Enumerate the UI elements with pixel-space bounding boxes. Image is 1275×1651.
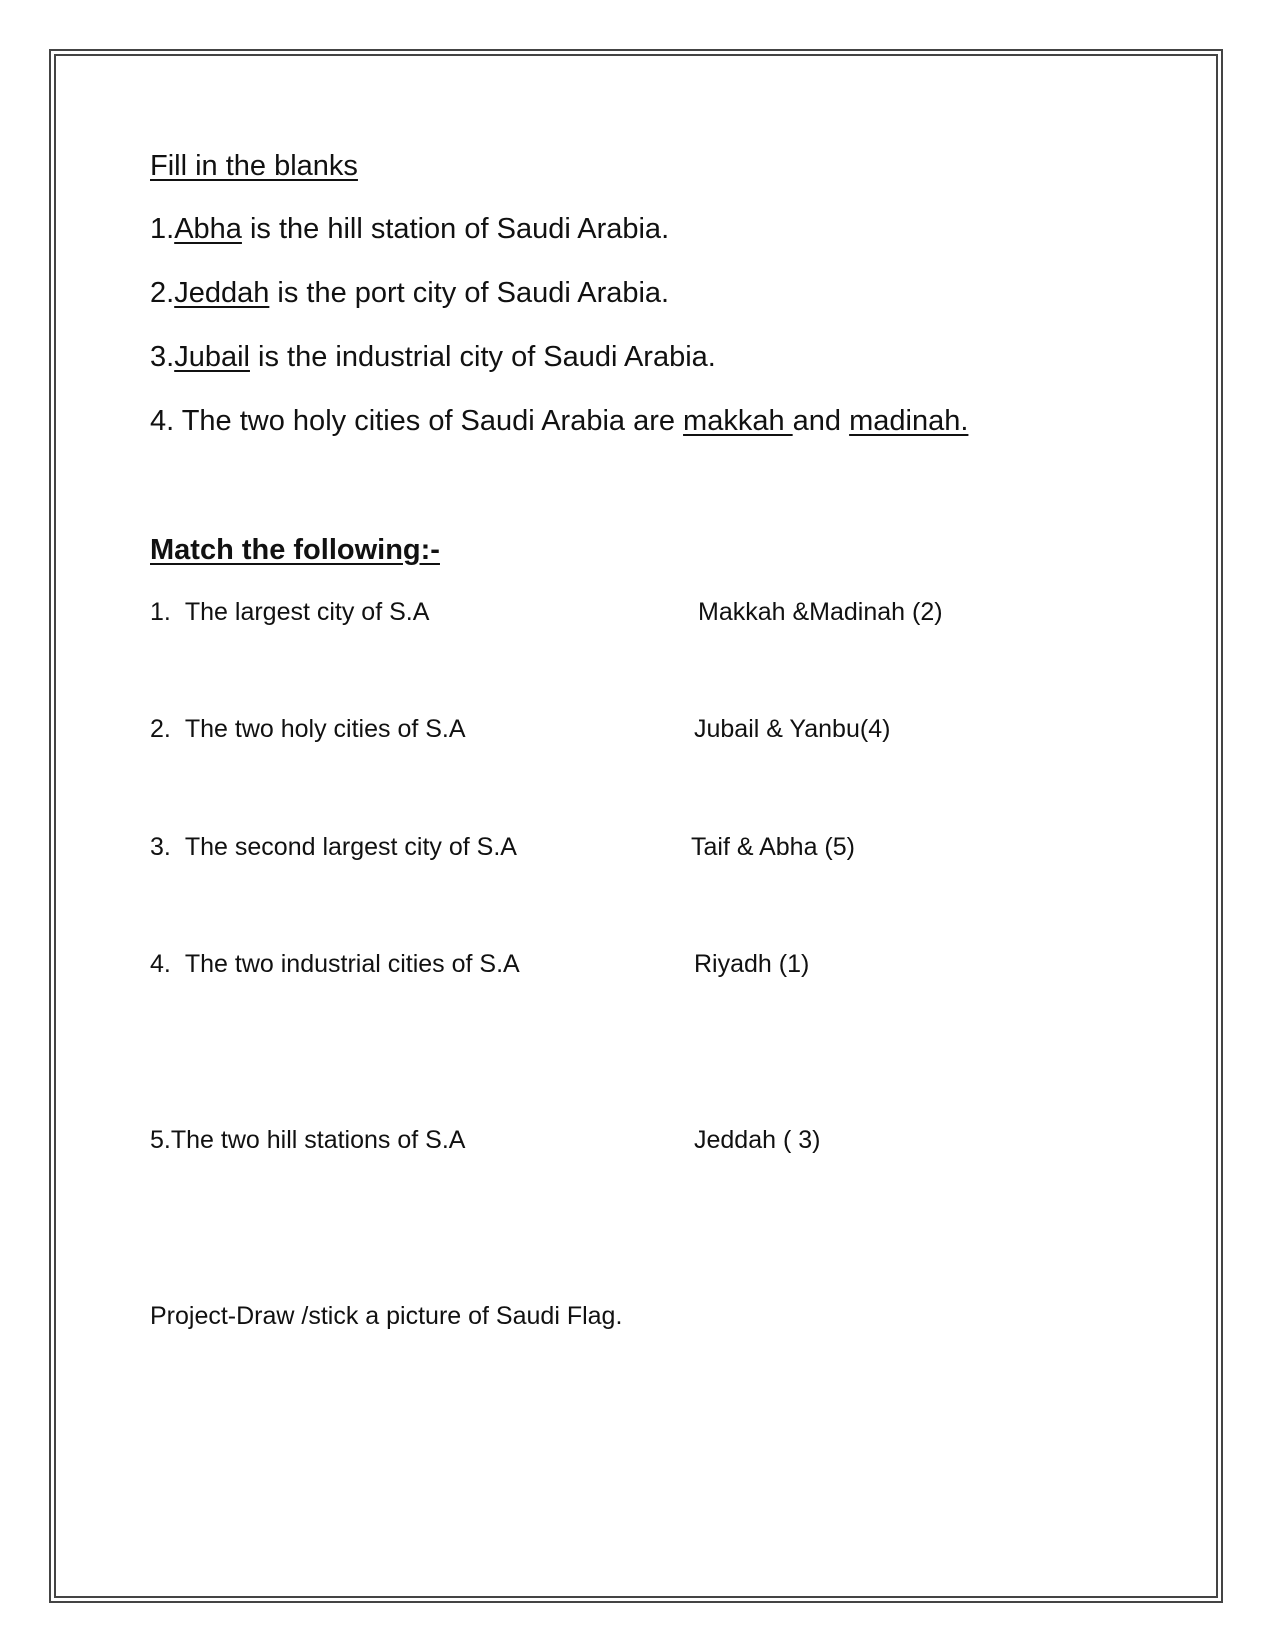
item-number: 2. — [150, 277, 175, 309]
match-row-5-left — [150, 1126, 465, 1155]
blank-answer: Jubail — [174, 341, 250, 373]
fill-blank-item-4 — [150, 405, 968, 438]
match-left-text: The largest city of S.A — [184, 598, 430, 626]
item-text: is the hill station of Saudi Arabia. — [241, 213, 670, 245]
match-number: 5. — [150, 1126, 171, 1154]
match-row-4-right: Riyadh (1) — [694, 950, 810, 978]
match-row-3-right: Taif & Abha (5) — [691, 833, 855, 861]
fill-blanks-heading — [150, 150, 358, 183]
match-row-1-right: Makkah &Madinah (2) — [698, 598, 943, 626]
item-text: is the industrial city of Saudi Arabia. — [249, 341, 716, 373]
match-heading — [150, 534, 440, 567]
fill-blank-item-3 — [150, 341, 716, 374]
fill-blanks-heading-text: Fill in the blanks — [150, 150, 358, 182]
blank-answer: madinah. — [849, 405, 969, 437]
match-row-2-right: Jubail & Yanbu(4) — [694, 715, 891, 743]
item-number: 1. — [150, 213, 175, 245]
item-text: is the port city of Saudi Arabia. — [269, 277, 670, 309]
match-row-2-left — [150, 715, 466, 744]
match-row-4-left — [150, 950, 520, 979]
project-instruction: Project-Draw /stick a picture of Saudi Flag. — [150, 1302, 623, 1330]
fill-blank-item-2 — [150, 277, 669, 310]
fill-blank-item-1 — [150, 213, 669, 246]
match-heading-text: Match the following:- — [150, 534, 440, 566]
match-number: 3. — [150, 833, 171, 861]
match-number: 4. — [150, 950, 171, 978]
match-row-3-left — [150, 833, 517, 862]
match-left-text: The two hill stations of S.A — [170, 1126, 466, 1154]
match-number: 1. — [150, 598, 171, 626]
blank-answer: Abha — [174, 213, 242, 245]
item-text: and — [792, 405, 850, 437]
match-row-1-left — [150, 598, 429, 627]
match-left-text: The second largest city of S.A — [184, 833, 517, 861]
match-left-text: The two industrial cities of S.A — [184, 950, 520, 978]
match-row-5-right: Jeddah ( 3) — [694, 1126, 821, 1154]
blank-answer: makkah — [683, 405, 793, 437]
match-left-text: The two holy cities of S.A — [184, 715, 466, 743]
item-text: 4. The two holy cities of Saudi Arabia are — [150, 405, 684, 437]
blank-answer: Jeddah — [174, 277, 270, 309]
item-number: 3. — [150, 341, 175, 373]
match-number: 2. — [150, 715, 171, 743]
